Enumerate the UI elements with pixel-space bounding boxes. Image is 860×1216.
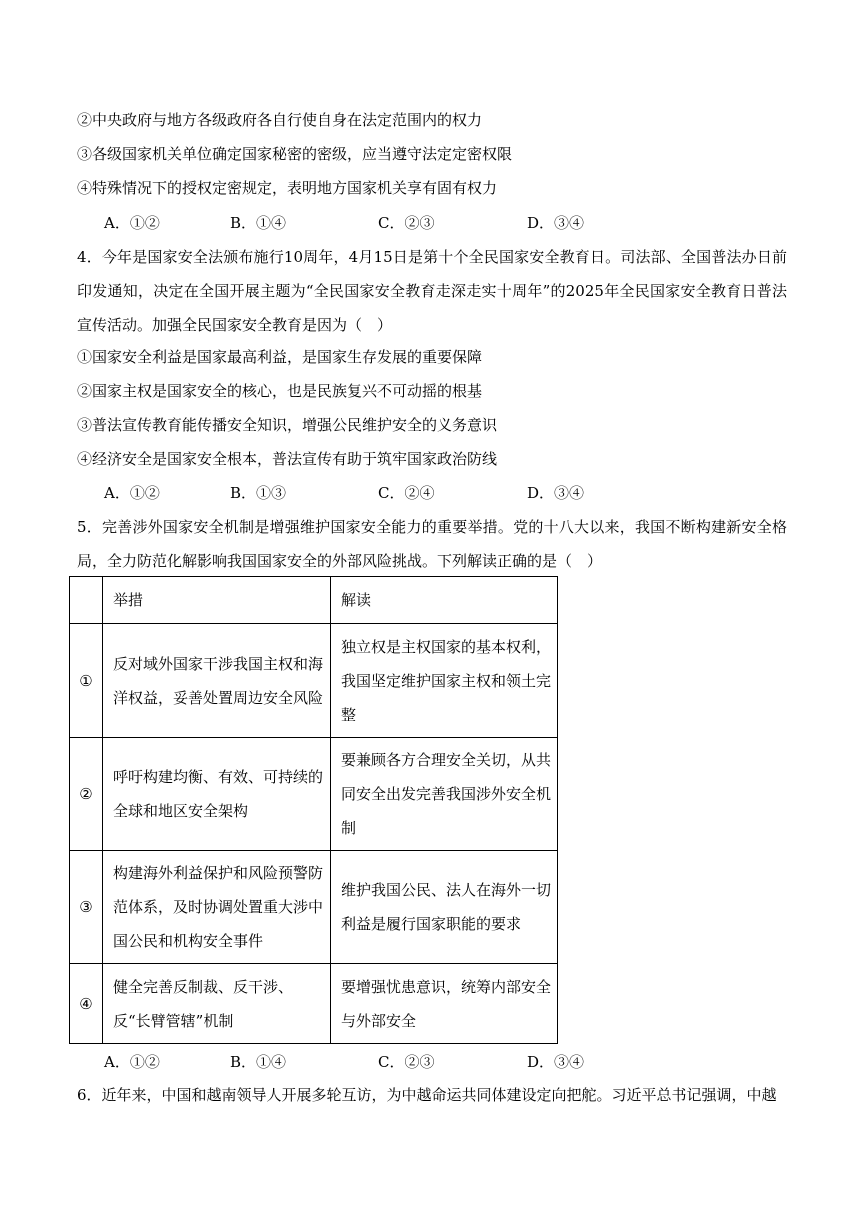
q3-statement-4: ④特殊情况下的授权定密规定，表明地方国家机关享有固有权力 — [77, 179, 498, 197]
q4-statement-1: ①国家安全利益是国家最高利益，是国家生存发展的重要保障 — [77, 348, 483, 366]
q4-statement-2: ②国家主权是国家安全的核心，也是民族复兴不可动摇的根基 — [77, 382, 483, 400]
q5-option-c: C．②③ — [378, 1053, 435, 1071]
q4-options — [104, 483, 704, 503]
q4-option-a: A．①② — [104, 484, 160, 502]
row-measure: 反对域外国家干涉我国主权和海洋权益，妥善处置周边安全风险 — [103, 624, 331, 738]
q3-option-d: D．③④ — [527, 214, 585, 232]
q3-statement-2: ②中央政府与地方各级政府各自行使自身在法定范围内的权力 — [77, 111, 483, 129]
table-header-interpretation: 解读 — [331, 577, 558, 624]
row-number: ① — [70, 624, 103, 738]
table-row — [70, 624, 558, 738]
row-number: ② — [70, 738, 103, 851]
row-interpretation: 独立权是主权国家的基本权利，我国坚定维护国家主权和领土完整 — [331, 624, 558, 738]
q3-options — [104, 213, 704, 233]
table-header-blank — [70, 577, 103, 624]
row-interpretation: 要增强忧患意识，统筹内部安全与外部安全 — [331, 964, 558, 1044]
q5-options — [104, 1052, 704, 1072]
row-number: ④ — [70, 964, 103, 1044]
row-measure: 健全完善反制裁、反干涉、反“长臂管辖”机制 — [103, 964, 331, 1044]
table-row — [70, 851, 558, 964]
q3-option-c: C．②③ — [378, 214, 435, 232]
q5-stem: 5．完善涉外国家安全机制是增强维护国家安全能力的重要举措。党的十八大以来，我国不断构建新安全格局，全力防范化解影响我国国家安全的外部风险挑战。下列解读正确的是（ ） — [77, 518, 787, 570]
q4-statement-3: ③普法宣传教育能传播安全知识，增强公民维护安全的义务意识 — [77, 416, 498, 434]
q5-option-a: A．①② — [104, 1053, 160, 1071]
table-row — [70, 738, 558, 851]
q4-option-b: B．①③ — [230, 484, 287, 502]
q5-option-d: D．③④ — [527, 1053, 585, 1071]
row-measure: 呼吁构建均衡、有效、可持续的全球和地区安全架构 — [103, 738, 331, 851]
row-interpretation: 维护我国公民、法人在海外一切利益是履行国家职能的要求 — [331, 851, 558, 964]
q3-option-b: B．①④ — [230, 214, 287, 232]
row-measure: 构建海外利益保护和风险预警防范体系，及时协调处置重大涉中国公民和机构安全事件 — [103, 851, 331, 964]
q4-option-c: C．②④ — [378, 484, 435, 502]
row-interpretation: 要兼顾各方合理安全关切，从共同安全出发完善我国涉外安全机制 — [331, 738, 558, 851]
q6-stem: 6．近年来，中国和越南领导人开展多轮互访，为中越命运共同体建设定向把舵。习近平总书记强调，中越 — [77, 1086, 777, 1104]
q4-stem: 4．今年是国家安全法颁布施行10周年，4月15日是第十个全民国家安全教育日。司法部、全国普法办日前印发通知，决定在全国开展主题为“全民国家安全教育走深走实十周年”的2025年全民国家安全教育日普法宣传活动。加强全民国家安全教育是因为（ ） — [77, 248, 787, 334]
q4-statement-4: ④经济安全是国家安全根本，普法宣传有助于筑牢国家政治防线 — [77, 450, 498, 468]
row-number: ③ — [70, 851, 103, 964]
table-header-row — [70, 577, 558, 624]
q3-statement-3: ③各级国家机关单位确定国家秘密的密级，应当遵守法定定密权限 — [77, 145, 513, 163]
q4-option-d: D．③④ — [527, 484, 585, 502]
table-row — [70, 964, 558, 1044]
q3-option-a: A．①② — [104, 214, 160, 232]
table-header-measure: 举措 — [103, 577, 331, 624]
q5-option-b: B．①④ — [230, 1053, 287, 1071]
q5-table — [69, 576, 558, 1044]
